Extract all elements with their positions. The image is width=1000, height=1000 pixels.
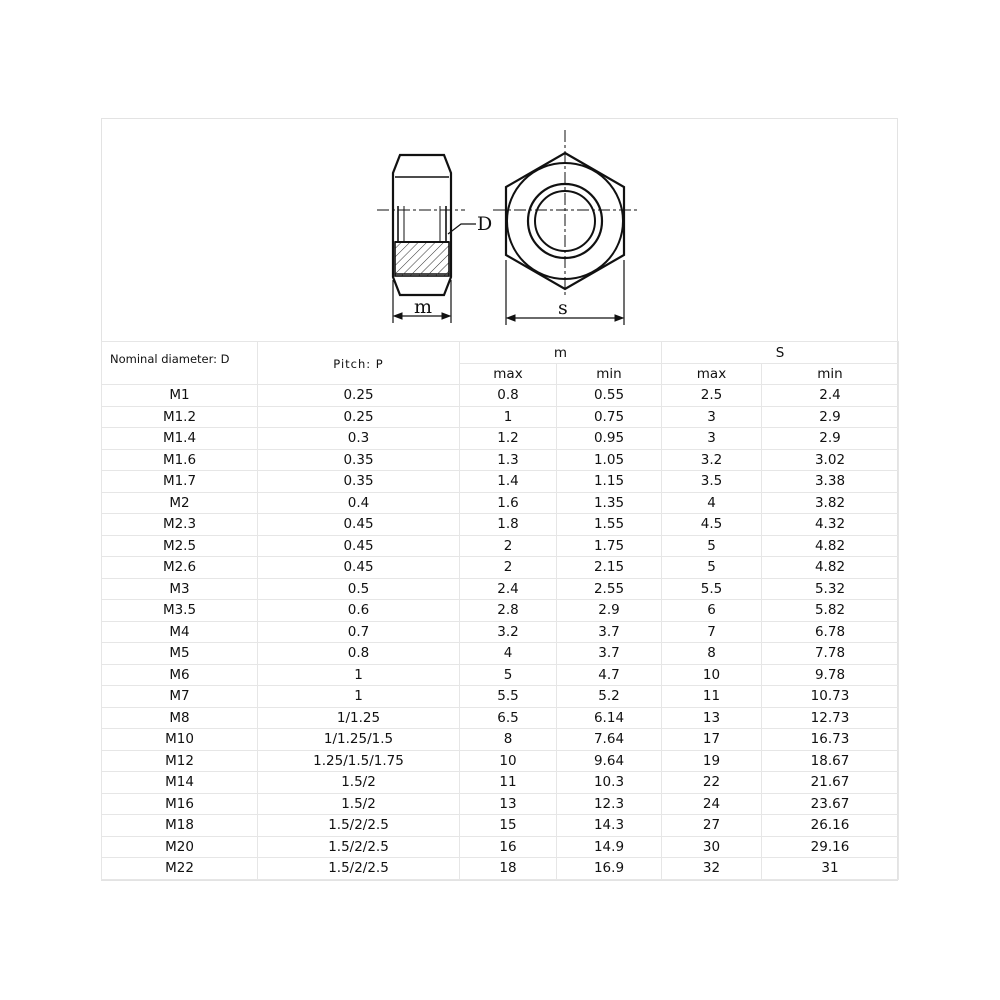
cell-nominal-diameter: M2.3 [102, 514, 258, 536]
cell-m-min: 1.75 [557, 535, 662, 557]
cell-m-min: 14.3 [557, 815, 662, 837]
label-d: D [477, 213, 493, 235]
cell-nominal-diameter: M1.2 [102, 406, 258, 428]
cell-s-max: 22 [662, 772, 762, 794]
cell-s-min: 2.9 [762, 428, 899, 450]
table-row [102, 815, 899, 837]
cell-m-max: 2.4 [460, 578, 557, 600]
cell-s-min: 2.9 [762, 406, 899, 428]
cell-s-min: 10.73 [762, 686, 899, 708]
cell-s-max: 19 [662, 750, 762, 772]
cell-m-min: 1.15 [557, 471, 662, 493]
cell-s-min: 4.82 [762, 557, 899, 579]
cell-pitch: 1.5/2/2.5 [258, 815, 460, 837]
cell-pitch: 0.35 [258, 471, 460, 493]
table-row [102, 836, 899, 858]
cell-m-max: 18 [460, 858, 557, 880]
cell-s-max: 5 [662, 535, 762, 557]
cell-m-max: 1.8 [460, 514, 557, 536]
cell-nominal-diameter: M10 [102, 729, 258, 751]
header-m-max: max [460, 364, 557, 385]
cell-nominal-diameter: M1.6 [102, 449, 258, 471]
cell-s-max: 13 [662, 707, 762, 729]
table-row [102, 492, 899, 514]
cell-s-max: 10 [662, 664, 762, 686]
table-row [102, 750, 899, 772]
cell-nominal-diameter: M5 [102, 643, 258, 665]
cell-m-min: 10.3 [557, 772, 662, 794]
cell-m-max: 0.8 [460, 385, 557, 407]
cell-m-min: 14.9 [557, 836, 662, 858]
header-s: S [662, 342, 899, 364]
cell-s-min: 21.67 [762, 772, 899, 794]
cell-s-max: 3 [662, 406, 762, 428]
hex-nut-drawing [101, 118, 898, 341]
cell-s-max: 4 [662, 492, 762, 514]
cell-m-max: 6.5 [460, 707, 557, 729]
cell-nominal-diameter: M12 [102, 750, 258, 772]
cell-pitch: 0.45 [258, 535, 460, 557]
table-row [102, 729, 899, 751]
cell-m-max: 2 [460, 557, 557, 579]
cell-s-max: 6 [662, 600, 762, 622]
table-row [102, 449, 899, 471]
cell-nominal-diameter: M22 [102, 858, 258, 880]
table-row [102, 471, 899, 493]
label-m: m [414, 296, 433, 318]
cell-m-min: 1.35 [557, 492, 662, 514]
cell-s-max: 2.5 [662, 385, 762, 407]
cell-pitch: 1 [258, 686, 460, 708]
cell-s-max: 11 [662, 686, 762, 708]
cell-nominal-diameter: M14 [102, 772, 258, 794]
cell-s-min: 16.73 [762, 729, 899, 751]
cell-nominal-diameter: M18 [102, 815, 258, 837]
cell-m-min: 1.05 [557, 449, 662, 471]
cell-s-max: 7 [662, 621, 762, 643]
cell-s-min: 18.67 [762, 750, 899, 772]
cell-s-min: 9.78 [762, 664, 899, 686]
cell-m-max: 11 [460, 772, 557, 794]
table-row [102, 707, 899, 729]
header-pitch: Pitch: P [258, 342, 460, 385]
cell-nominal-diameter: M1.7 [102, 471, 258, 493]
table-row [102, 578, 899, 600]
cell-pitch: 0.25 [258, 385, 460, 407]
cell-s-min: 26.16 [762, 815, 899, 837]
cell-m-min: 16.9 [557, 858, 662, 880]
cell-s-min: 3.02 [762, 449, 899, 471]
cell-m-min: 12.3 [557, 793, 662, 815]
cell-s-min: 5.82 [762, 600, 899, 622]
cell-m-max: 8 [460, 729, 557, 751]
cell-s-max: 5.5 [662, 578, 762, 600]
cell-m-max: 10 [460, 750, 557, 772]
cell-s-min: 3.82 [762, 492, 899, 514]
table-row [102, 686, 899, 708]
cell-s-max: 17 [662, 729, 762, 751]
cell-pitch: 1.5/2 [258, 772, 460, 794]
cell-nominal-diameter: M16 [102, 793, 258, 815]
cell-nominal-diameter: M1 [102, 385, 258, 407]
cell-m-max: 2 [460, 535, 557, 557]
cell-m-max: 3.2 [460, 621, 557, 643]
nut-dimension-table [101, 341, 899, 880]
cell-s-max: 3.2 [662, 449, 762, 471]
cell-s-max: 27 [662, 815, 762, 837]
header-s-max: max [662, 364, 762, 385]
cell-s-min: 12.73 [762, 707, 899, 729]
cell-m-min: 2.15 [557, 557, 662, 579]
cell-pitch: 1.25/1.5/1.75 [258, 750, 460, 772]
cell-m-max: 1 [460, 406, 557, 428]
cell-m-min: 5.2 [557, 686, 662, 708]
table-row [102, 385, 899, 407]
cell-nominal-diameter: M3.5 [102, 600, 258, 622]
cell-m-min: 2.55 [557, 578, 662, 600]
cell-s-min: 2.4 [762, 385, 899, 407]
cell-s-min: 4.82 [762, 535, 899, 557]
cell-m-min: 6.14 [557, 707, 662, 729]
cell-nominal-diameter: M20 [102, 836, 258, 858]
cell-m-min: 9.64 [557, 750, 662, 772]
cell-m-min: 4.7 [557, 664, 662, 686]
table-row [102, 406, 899, 428]
label-s: s [558, 297, 568, 319]
table-row [102, 643, 899, 665]
table-row [102, 428, 899, 450]
cell-s-max: 3 [662, 428, 762, 450]
cell-s-min: 3.38 [762, 471, 899, 493]
table-row [102, 772, 899, 794]
cell-m-max: 15 [460, 815, 557, 837]
cell-m-max: 4 [460, 643, 557, 665]
table-row [102, 858, 899, 880]
header-nominal-diameter: Nominal diameter: D [102, 342, 258, 385]
table-row [102, 621, 899, 643]
cell-pitch: 0.45 [258, 514, 460, 536]
header-s-min: min [762, 364, 899, 385]
cell-pitch: 1.5/2 [258, 793, 460, 815]
cell-m-max: 5.5 [460, 686, 557, 708]
header-m-min: min [557, 364, 662, 385]
cell-s-min: 31 [762, 858, 899, 880]
nut-side-view [393, 155, 451, 295]
cell-pitch: 0.8 [258, 643, 460, 665]
table-body [102, 385, 899, 880]
table-row [102, 514, 899, 536]
table-row [102, 557, 899, 579]
header-m: m [460, 342, 662, 364]
cell-pitch: 0.45 [258, 557, 460, 579]
cell-m-min: 0.55 [557, 385, 662, 407]
cell-pitch: 0.4 [258, 492, 460, 514]
cell-pitch: 0.5 [258, 578, 460, 600]
cell-m-min: 3.7 [557, 621, 662, 643]
cell-pitch: 1.5/2/2.5 [258, 858, 460, 880]
cell-s-max: 5 [662, 557, 762, 579]
cell-m-min: 0.75 [557, 406, 662, 428]
cell-nominal-diameter: M1.4 [102, 428, 258, 450]
cell-s-min: 23.67 [762, 793, 899, 815]
cell-nominal-diameter: M2 [102, 492, 258, 514]
cell-s-max: 24 [662, 793, 762, 815]
cell-m-max: 2.8 [460, 600, 557, 622]
cell-m-max: 16 [460, 836, 557, 858]
cell-s-min: 4.32 [762, 514, 899, 536]
cell-nominal-diameter: M4 [102, 621, 258, 643]
cell-m-max: 1.6 [460, 492, 557, 514]
cell-s-min: 5.32 [762, 578, 899, 600]
cell-pitch: 1/1.25/1.5 [258, 729, 460, 751]
cell-s-max: 8 [662, 643, 762, 665]
cell-m-max: 5 [460, 664, 557, 686]
d-leader [448, 224, 476, 234]
cell-nominal-diameter: M2.5 [102, 535, 258, 557]
cell-pitch: 1.5/2/2.5 [258, 836, 460, 858]
cell-s-max: 4.5 [662, 514, 762, 536]
table-row [102, 600, 899, 622]
cell-nominal-diameter: M6 [102, 664, 258, 686]
cell-pitch: 0.7 [258, 621, 460, 643]
cell-m-max: 13 [460, 793, 557, 815]
cell-pitch: 0.6 [258, 600, 460, 622]
cell-s-max: 30 [662, 836, 762, 858]
cell-m-min: 7.64 [557, 729, 662, 751]
cell-s-min: 29.16 [762, 836, 899, 858]
cell-m-max: 1.3 [460, 449, 557, 471]
table-row [102, 664, 899, 686]
cell-pitch: 1 [258, 664, 460, 686]
cell-s-max: 32 [662, 858, 762, 880]
cell-s-max: 3.5 [662, 471, 762, 493]
cell-nominal-diameter: M3 [102, 578, 258, 600]
cell-nominal-diameter: M8 [102, 707, 258, 729]
cell-m-min: 0.95 [557, 428, 662, 450]
table-row [102, 535, 899, 557]
cell-s-min: 6.78 [762, 621, 899, 643]
cell-m-max: 1.4 [460, 471, 557, 493]
cell-m-min: 1.55 [557, 514, 662, 536]
cell-m-max: 1.2 [460, 428, 557, 450]
cell-nominal-diameter: M2.6 [102, 557, 258, 579]
cell-pitch: 1/1.25 [258, 707, 460, 729]
cell-pitch: 0.25 [258, 406, 460, 428]
cell-m-min: 3.7 [557, 643, 662, 665]
cell-m-min: 2.9 [557, 600, 662, 622]
cell-pitch: 0.35 [258, 449, 460, 471]
cell-nominal-diameter: M7 [102, 686, 258, 708]
top-centerlines [493, 130, 637, 298]
cell-s-min: 7.78 [762, 643, 899, 665]
table-row [102, 793, 899, 815]
cell-pitch: 0.3 [258, 428, 460, 450]
